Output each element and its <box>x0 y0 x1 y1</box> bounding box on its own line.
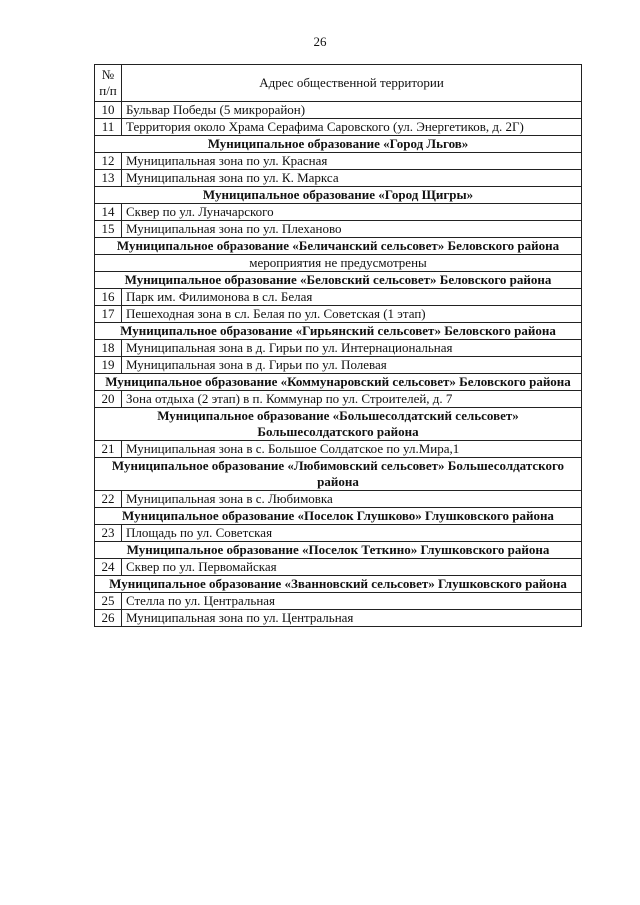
row-address: Муниципальная зона по ул. Центральная <box>122 610 582 627</box>
section-row <box>95 323 582 340</box>
section-title: Муниципальное образование «Поселок Теткино» Глушковского района <box>95 542 582 559</box>
row-address: Парк им. Филимонова в сл. Белая <box>122 289 582 306</box>
section-title: Муниципальное образование «Город Щигры» <box>95 187 582 204</box>
table-row <box>95 289 582 306</box>
table-row <box>95 559 582 576</box>
row-number: 25 <box>95 593 122 610</box>
table-row <box>95 593 582 610</box>
table-row <box>95 357 582 374</box>
row-number: 23 <box>95 525 122 542</box>
row-number: 21 <box>95 441 122 458</box>
row-number: 17 <box>95 306 122 323</box>
section-row <box>95 374 582 391</box>
header-number <box>95 65 122 102</box>
table-row <box>95 102 582 119</box>
table-row <box>95 204 582 221</box>
row-address: Пешеходная зона в сл. Белая по ул. Советская (1 этап) <box>122 306 582 323</box>
table-row <box>95 340 582 357</box>
section-title: Муниципальное образование «Коммунаровский сельсовет» Беловского района <box>95 374 582 391</box>
row-address: Муниципальная зона в д. Гирьи по ул. Полевая <box>122 357 582 374</box>
row-number: 16 <box>95 289 122 306</box>
row-number: 10 <box>95 102 122 119</box>
row-address: Муниципальная зона по ул. Плеханово <box>122 221 582 238</box>
header-address: Адрес общественной территории <box>122 65 582 102</box>
table-row <box>95 525 582 542</box>
section-row <box>95 458 582 491</box>
section-row <box>95 238 582 255</box>
row-number: 20 <box>95 391 122 408</box>
table-row <box>95 610 582 627</box>
section-title: Муниципальное образование «Беловский сельсовет» Беловского района <box>95 272 582 289</box>
row-address: Муниципальная зона в с. Большое Солдатское по ул.Мира,1 <box>122 441 582 458</box>
section-title: Муниципальное образование «Город Льгов» <box>95 136 582 153</box>
row-number: 22 <box>95 491 122 508</box>
table-row <box>95 153 582 170</box>
row-number: 26 <box>95 610 122 627</box>
table-row <box>95 391 582 408</box>
row-address: Площадь по ул. Советская <box>122 525 582 542</box>
note-row <box>95 255 582 272</box>
row-number: 18 <box>95 340 122 357</box>
table-header-row <box>95 65 582 102</box>
table-row <box>95 491 582 508</box>
table-row <box>95 119 582 136</box>
section-title: Муниципальное образование «Званновский сельсовет» Глушковского района <box>95 576 582 593</box>
section-title: Муниципальное образование «Беличанский сельсовет» Беловского района <box>95 238 582 255</box>
row-address: Муниципальная зона по ул. Красная <box>122 153 582 170</box>
row-number: 15 <box>95 221 122 238</box>
section-note: мероприятия не предусмотрены <box>95 255 582 272</box>
section-title: Муниципальное образование «Большесолдатский сельсовет» Большесолдатского района <box>95 408 582 441</box>
row-number: 19 <box>95 357 122 374</box>
row-address: Муниципальная зона по ул. К. Маркса <box>122 170 582 187</box>
section-title: Муниципальное образование «Гирьянский сельсовет» Беловского района <box>95 323 582 340</box>
row-address: Бульвар Победы (5 микрорайон) <box>122 102 582 119</box>
row-number: 13 <box>95 170 122 187</box>
section-row <box>95 508 582 525</box>
section-title: Муниципальное образование «Любимовский сельсовет» Большесолдатского района <box>95 458 582 491</box>
row-number: 14 <box>95 204 122 221</box>
row-number: 24 <box>95 559 122 576</box>
header-number-line2: п/п <box>99 83 117 98</box>
section-title: Муниципальное образование «Поселок Глушково» Глушковского района <box>95 508 582 525</box>
page-number: 26 <box>313 34 327 49</box>
row-number: 12 <box>95 153 122 170</box>
section-row <box>95 136 582 153</box>
row-address: Сквер по ул. Луначарского <box>122 204 582 221</box>
section-row <box>95 542 582 559</box>
table-row <box>95 221 582 238</box>
section-row <box>95 187 582 204</box>
table-row <box>95 441 582 458</box>
row-address: Стелла по ул. Центральная <box>122 593 582 610</box>
row-number: 11 <box>95 119 122 136</box>
section-row <box>95 576 582 593</box>
section-row <box>95 408 582 441</box>
table-row <box>95 306 582 323</box>
section-row <box>95 272 582 289</box>
row-address: Сквер по ул. Первомайская <box>122 559 582 576</box>
row-address: Муниципальная зона в д. Гирьи по ул. Интернациональная <box>122 340 582 357</box>
row-address: Территория около Храма Серафима Саровского (ул. Энергетиков, д. 2Г) <box>122 119 582 136</box>
row-address: Зона отдыха (2 этап) в п. Коммунар по ул. Строителей, д. 7 <box>122 391 582 408</box>
row-address: Муниципальная зона в с. Любимовка <box>122 491 582 508</box>
header-number-line1: № <box>101 67 115 82</box>
territory-table <box>94 64 582 627</box>
table-row <box>95 170 582 187</box>
